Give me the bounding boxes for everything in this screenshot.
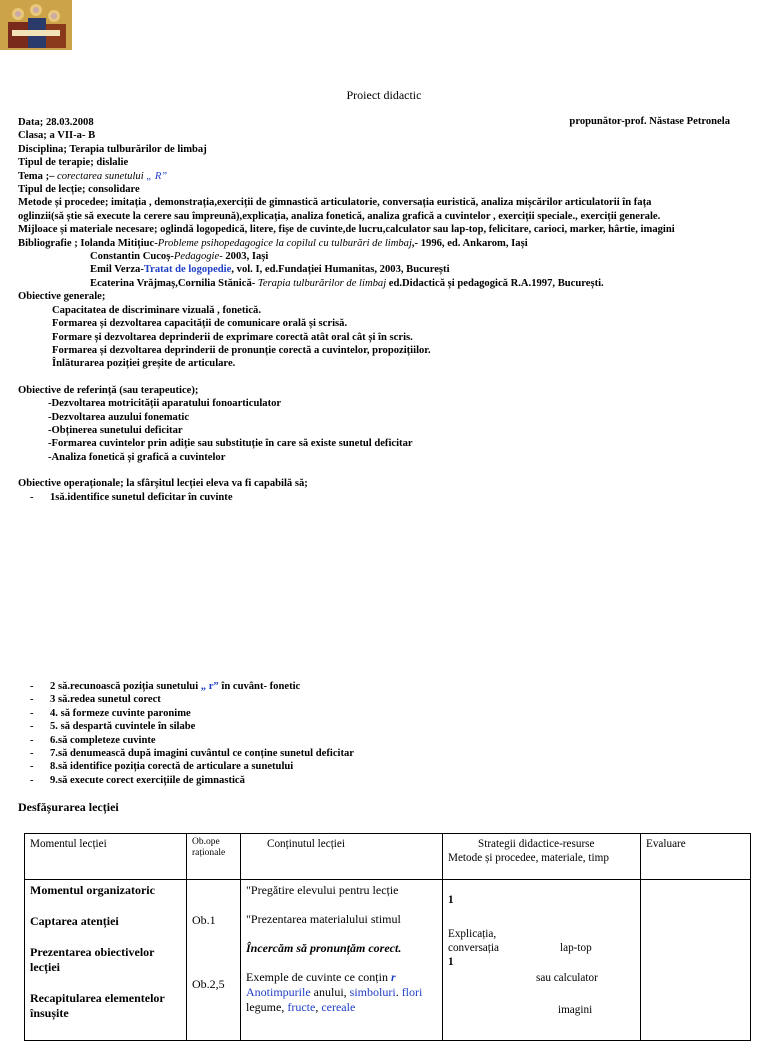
content-item: "Prezentarea materialului stimul	[246, 912, 401, 926]
header-evaluation: Evaluare	[641, 834, 751, 880]
bullet-dash: -	[30, 681, 34, 692]
ob-item: Ob.2,5	[192, 977, 225, 991]
operational-objective-text: 8.să identifice poziția corectă de articulare a sunetului	[50, 761, 294, 773]
bib2-author: Constantin Cucoș-	[90, 251, 174, 263]
theme-line	[18, 170, 748, 183]
header-moment: Momentul lecției	[25, 834, 187, 880]
general-objectives-label: Obiective generale;	[18, 291, 106, 303]
moments-cell	[25, 880, 187, 1041]
operational-objective	[30, 734, 354, 747]
reference-objective: -Obținerea sunetului deficitar	[48, 424, 183, 436]
bib1-rest: ,- 1996, ed. Ankarom, Iași	[411, 237, 528, 249]
bib2-title: Pedagogie-	[173, 251, 223, 263]
general-objective: Formarea și dezvoltarea deprinderii de pronunție corectă a cuvintelor, propozițiilor.	[52, 344, 431, 356]
header-strategies	[443, 834, 641, 880]
operational-objective-rest: în cuvânt- fonetic	[218, 681, 301, 692]
bib2-rest: 2003, Iași	[222, 251, 269, 263]
content-item: "Pregătire elevului pentru lecție	[246, 883, 399, 897]
bib3-line	[18, 263, 748, 276]
reference-objective: -Dezvoltarea motricității aparatului fonoarticulator	[48, 398, 282, 410]
class-line: Clasa; a VII-a- B	[18, 130, 96, 142]
ob-item: Ob.1	[192, 913, 216, 927]
general-objective: Înlăturarea poziției greșite de articulare.	[52, 358, 236, 370]
therapy-type-line: Tipul de terapie; dislalie	[18, 157, 129, 169]
reference-objective: -Analiza fonetică și grafică a cuvintelor	[48, 451, 226, 463]
bib4-line	[18, 277, 748, 290]
evaluation-cell	[641, 880, 751, 1041]
theme-label: Tema ;–	[18, 170, 55, 182]
lesson-table	[24, 833, 751, 1041]
strategies-subtitle: Metode și procedee, materiale, timp	[448, 852, 609, 864]
content-item: Încercăm să pronunțăm corect.	[246, 941, 402, 955]
ob-cell	[187, 880, 241, 1041]
content-text: Prezentarea materialului stimul	[250, 912, 401, 926]
general-objective: Capacitatea de discriminare vizuală , fonetică.	[52, 304, 261, 316]
reference-objective: -Dezvoltarea auzului fonematic	[48, 411, 190, 423]
reference-objectives-label: Obiective de referință (sau terapeutice);	[18, 384, 199, 396]
bib4-title: Terapia tulburărilor de limbaj	[255, 277, 387, 289]
operational-objective-text: 5. să despartă cuvintele în silabe	[50, 721, 196, 733]
link-flowers[interactable]: flori	[401, 985, 423, 999]
bullet-dash: -	[30, 694, 34, 706]
operational-objective	[30, 680, 354, 693]
content-text: Pregătire elevului pentru lecție	[250, 883, 399, 897]
discipline-line: Disciplina; Terapia tulburărilor de limbaj	[18, 143, 207, 155]
operational-objective-text: 3 să.redea sunetul corect	[50, 694, 161, 706]
operational-objective	[30, 720, 354, 733]
reference-objective: -Formarea cuvintelor prin adiție sau substituție în care să existe sunetul deficitar	[48, 438, 413, 450]
moment-item: Momentul organizatoric	[30, 883, 155, 897]
operational-objective-text: 1să.identifice sunetul deficitar în cuvinte	[50, 491, 233, 503]
operational-objective	[30, 760, 354, 773]
general-objective: Formare și dezvoltarea deprinderii de exprimare corectă atât oral cât și în scris.	[52, 331, 413, 343]
bullet-dash: -	[30, 748, 34, 760]
bullet-dash: -	[30, 491, 34, 503]
bullet-dash: -	[30, 707, 34, 719]
strategy-item	[448, 941, 635, 955]
operational-objective	[30, 747, 354, 760]
bib2-line	[18, 250, 748, 263]
bullet-dash: -	[30, 774, 34, 786]
content-text: ,	[315, 1000, 322, 1014]
strategy-number: 1	[448, 956, 454, 968]
strategy-number: 1	[448, 894, 454, 906]
header-ob: Ob.ope raționale	[187, 834, 241, 880]
sound-r: „ r”	[198, 681, 219, 692]
bullet-dash: -	[30, 761, 34, 773]
strategies-title: Strategii didactice-resurse	[478, 838, 595, 850]
bib3-rest: , vol. I, ed.Fundației Humanitas, 2003, București	[231, 264, 450, 276]
methods-line-2: oglinzii(să știe să execute la cerere sau împreună),explicația, analiza fonetică, analiza grafică a cuvintelor , exerciții speciale., exerciții generale.	[18, 210, 661, 222]
operational-objective-text: 4. să formeze cuvinte paronime	[50, 707, 191, 719]
bib3-title-link[interactable]: Tratat de logopedie	[143, 264, 232, 276]
table-row	[25, 880, 751, 1041]
bullet-dash: -	[30, 734, 34, 746]
strategy-text: lap-top	[560, 942, 592, 954]
operational-objective	[30, 693, 354, 706]
lesson-header	[18, 116, 748, 504]
operational-objectives-label: Obiective operaționale; la sfârșitul lecției eleva va fi capabilă să;	[18, 478, 308, 490]
theme-sound: „ R”	[146, 170, 168, 182]
ob-item	[192, 883, 235, 913]
strategy-item: sau calculator	[536, 972, 598, 984]
bibliography-label: Bibliografie ; Iolanda Mitițiuc-	[18, 237, 158, 249]
lesson-type-line: Tipul de lecție; consolidare	[18, 184, 140, 196]
operational-objective-text: 6.să completeze cuvinte	[50, 734, 156, 746]
content-text: legume,	[246, 1000, 288, 1014]
content-item	[246, 970, 437, 1015]
theme-text: corectarea sunetului	[57, 170, 144, 182]
date-line: Data; 28.03.2008	[18, 117, 94, 128]
operational-objectives-list	[30, 680, 354, 787]
bibliography-line	[18, 237, 748, 250]
strategy-item: imagini	[558, 1004, 593, 1016]
link-symbols[interactable]: simboluri	[349, 985, 396, 999]
link-fruits[interactable]: fructe	[287, 1000, 316, 1014]
bib3-author: Emil Verza-	[90, 264, 144, 276]
bib1-title: Probleme psihopedagogice la copilul cu tulburări de limbaj	[157, 237, 412, 249]
operational-objective-text: 2 să.recunoască poziția sunetului	[50, 681, 199, 692]
content-text: Exemple de cuvinte ce conțin	[246, 970, 391, 984]
strategy-item: Explicația,	[448, 928, 497, 940]
operational-objective-text: 7.să denumească după imagini cuvântul ce conține sunetul deficitar	[50, 748, 354, 760]
general-objective: Formarea și dezvoltarea capacității de comunicare orală și scrisă.	[52, 318, 348, 330]
operational-objective	[30, 774, 354, 787]
content-text: .	[395, 985, 402, 999]
materials-line: Mijloace și materiale necesare; oglindă logopedică, litere, fișe de cuvinte,de lucru,calculator sau lap-top, felicitare, carioci, marker, hârtie, imagini	[18, 224, 675, 236]
operational-objective	[18, 491, 748, 504]
proposer: propunător-prof. Năstase Petronela	[569, 116, 730, 127]
document-title: Proiect didactic	[346, 88, 422, 102]
content-text: anului,	[310, 985, 350, 999]
moment-item: Prezentarea obiectivelor lecției	[30, 945, 155, 974]
moment-item: Captarea atenției	[30, 914, 119, 928]
strategy-text: conversația	[448, 942, 499, 954]
content-cell	[241, 880, 443, 1041]
operational-objective-text: 9.să execute corect exercițiile de gimnastică	[50, 774, 245, 786]
moment-item: Recapitularea elementelor însușite	[30, 991, 165, 1020]
strategies-cell	[443, 880, 641, 1041]
bullet-dash: -	[30, 721, 34, 733]
link-seasons[interactable]: Anotimpurile	[246, 985, 311, 999]
operational-objective	[30, 707, 354, 720]
bib4-author: Ecaterina Vrăjmaș,Cornilia Stănică-	[90, 277, 256, 289]
link-cereals[interactable]: cereale	[321, 1000, 356, 1014]
table-header-row	[25, 834, 751, 880]
religious-painting-logo	[0, 0, 72, 50]
header-content: Conținutul lecției	[241, 834, 443, 880]
sound-r: r	[390, 970, 396, 984]
section-title: Desfășurarea lecției	[18, 800, 119, 814]
methods-line: Metode și procedee; imitația , demonstrația,exerciții de gimnastică articulatorie, conversația euristică, analiza mișcărilor articulatorii în fața	[18, 197, 652, 209]
bib4-rest: ed.Didactică și pedagogică R.A.1997, București.	[386, 277, 604, 289]
